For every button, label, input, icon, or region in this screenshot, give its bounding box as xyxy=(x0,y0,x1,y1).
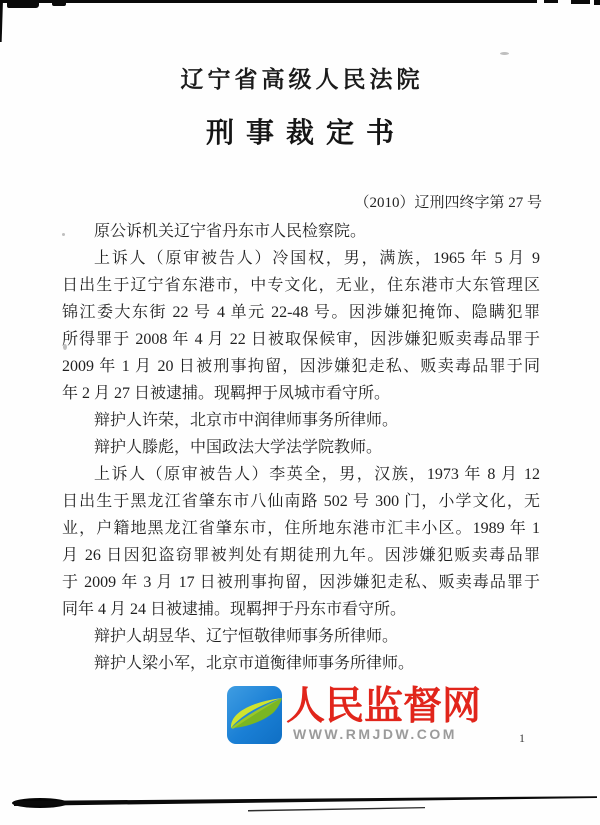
scan-speck xyxy=(500,52,509,55)
scan-artifact-left-edge xyxy=(0,0,3,42)
scan-artifact-top-blob xyxy=(7,0,39,8)
document-line: 同年 4 月 24 日被逮捕。现羁押于丹东市看守所。 xyxy=(62,601,407,618)
rmjdw-watermark xyxy=(227,686,481,744)
document-line: 上诉人（原审被告人）冷国权，男，满族，1965 年 5 月 9 xyxy=(94,250,540,267)
document-line: 月 26 日因犯盗窃罪被判处有期徒刑九年。因涉嫌犯贩卖毒品罪 xyxy=(62,547,540,564)
case-number: （2010）辽刑四终字第 27 号 xyxy=(354,195,542,211)
page-number: 1 xyxy=(519,731,525,745)
document-line: 辩护人滕彪，中国政法大学法学院教师。 xyxy=(94,439,383,456)
document-type-heading: 刑事裁定书 xyxy=(205,118,406,149)
watermark-text-block xyxy=(286,686,481,742)
document-line: 2009 年 1 月 20 日被刑事拘留，因涉嫌犯走私、贩卖毒品罪于同 xyxy=(62,358,540,375)
document-line: 辩护人许荣，北京市中润律师事务所律师。 xyxy=(94,412,399,429)
document-line: 辩护人梁小军，北京市道衡律师事务所律师。 xyxy=(94,655,415,672)
leaf-icon xyxy=(226,692,288,738)
document-line: 于 2009 年 3 月 17 日被刑事拘留，因涉嫌犯走私、贩卖毒品罪于 xyxy=(62,574,540,591)
document-line: 上诉人（原审被告人）李英全，男，汉族，1973 年 8 月 12 xyxy=(94,466,540,483)
scan-artifact-top-dash xyxy=(571,0,590,4)
document-line: 日出生于黑龙江省肇东市八仙南路 502 号 300 门，小学文化，无 xyxy=(62,493,540,510)
document-line: 年 2 月 27 日被逮捕。现羁押于凤城市看守所。 xyxy=(62,385,391,402)
scan-artifact-bottom-line xyxy=(0,790,600,822)
court-name-heading: 辽宁省高级人民法院 xyxy=(180,67,424,92)
watermark-site-url: WWW.RMJDW.COM xyxy=(293,726,457,742)
scan-artifact-top-dash xyxy=(594,0,600,5)
scan-artifact-top-edge xyxy=(0,0,537,3)
document-line: 所得罪于 2008 年 4 月 22 日被取保候审，因涉嫌犯贩卖毒品罪于 xyxy=(62,331,540,348)
document-line: 辩护人胡昱华、辽宁恒敬律师事务所律师。 xyxy=(94,628,399,645)
scan-artifact-top-dash xyxy=(544,0,558,3)
document-line: 业，户籍地黑龙江省肇东市，住所地东港市汇丰小区。1989 年 1 xyxy=(62,520,540,537)
scan-artifact-top-blob xyxy=(52,0,66,6)
document-line: 锦江委大东街 22 号 4 单元 22-48 号。因涉嫌犯掩饰、隐瞒犯罪 xyxy=(62,304,540,321)
document-line: 原公诉机关辽宁省丹东市人民检察院。 xyxy=(94,223,367,240)
rmjdw-logo-icon xyxy=(227,686,282,744)
document-body xyxy=(62,218,540,677)
document-line: 日出生于辽宁省东港市，中专文化，无业，住东港市大东管理区 xyxy=(62,277,540,294)
watermark-site-name: 人民监督网 xyxy=(286,685,482,728)
